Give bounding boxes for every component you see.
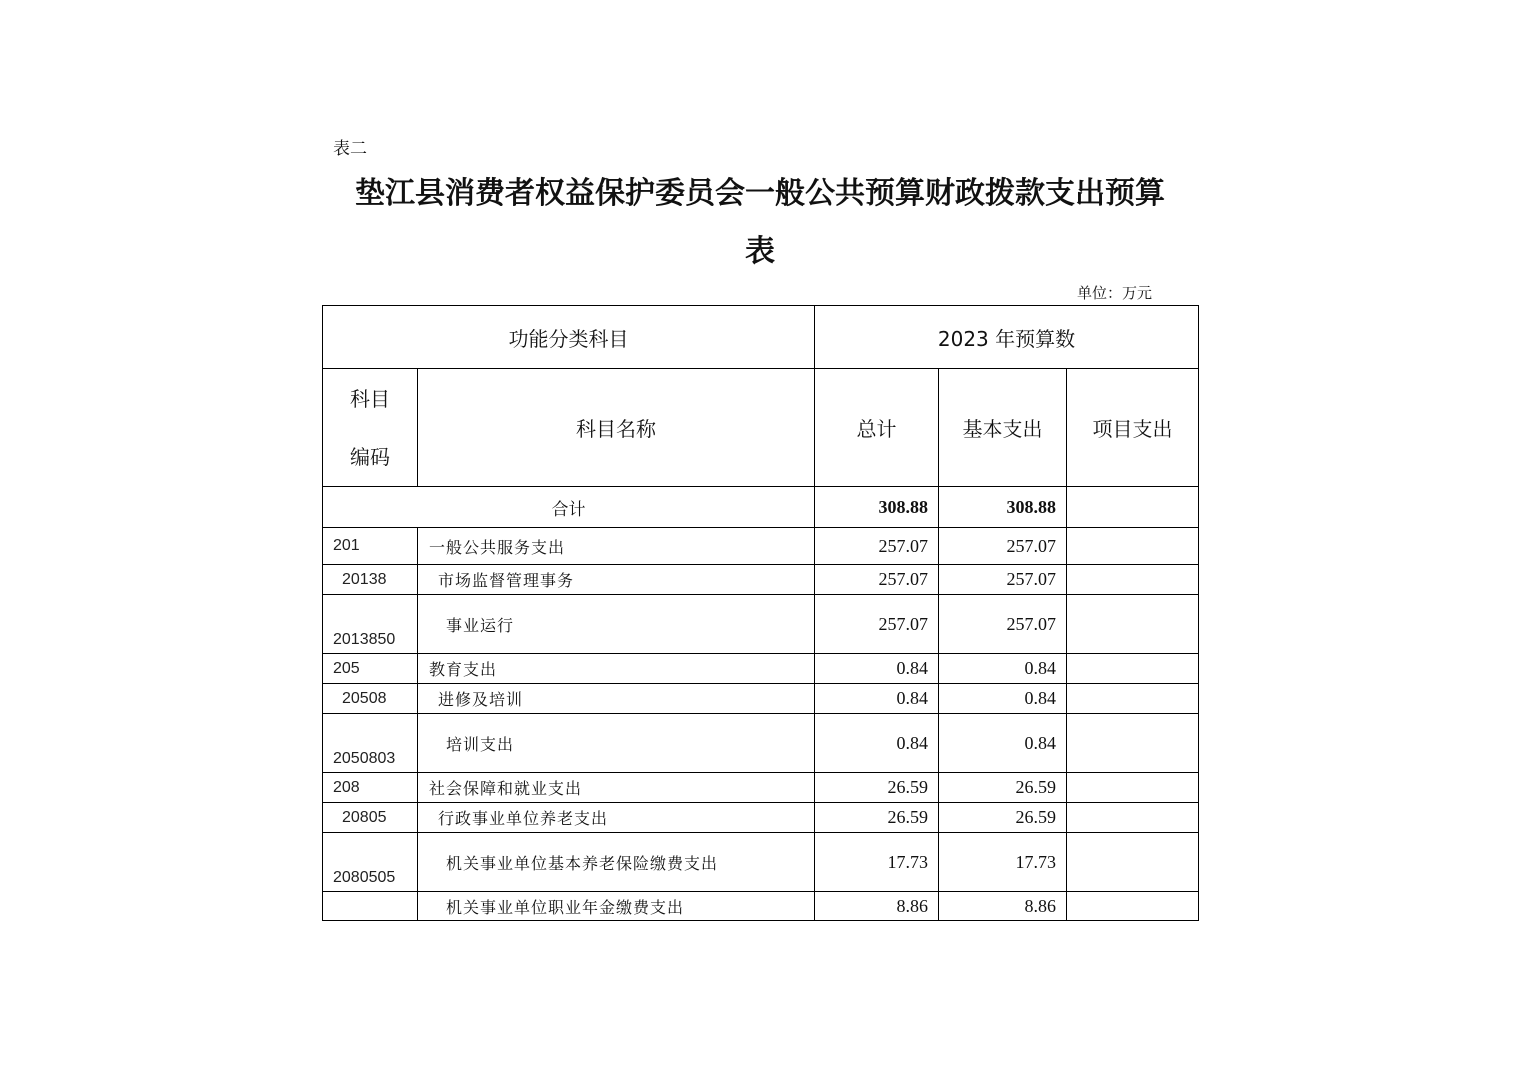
row-project	[1067, 595, 1199, 654]
row-code: 20508	[323, 684, 418, 714]
total-column-header: 总计	[815, 369, 939, 487]
row-total: 26.59	[815, 803, 939, 833]
name-column-header: 科目名称	[418, 369, 815, 487]
total-row-total: 308.88	[815, 487, 939, 528]
row-name: 进修及培训	[418, 684, 815, 714]
row-basic: 26.59	[939, 773, 1067, 803]
project-column-header: 项目支出	[1067, 369, 1199, 487]
row-name: 培训支出	[418, 714, 815, 773]
code-header-line2: 编码	[350, 444, 390, 469]
row-basic: 257.07	[939, 595, 1067, 654]
basic-column-header: 基本支出	[939, 369, 1067, 487]
row-code: 20805	[323, 803, 418, 833]
table-row	[323, 528, 1199, 565]
row-name: 事业运行	[418, 595, 815, 654]
row-code	[323, 892, 418, 921]
table-label: 表二	[333, 139, 367, 159]
row-name: 机关事业单位基本养老保险缴费支出	[418, 833, 815, 892]
row-basic: 0.84	[939, 684, 1067, 714]
row-code: 2080505	[323, 833, 418, 892]
group-header-row	[323, 306, 1199, 369]
row-name: 市场监督管理事务	[418, 565, 815, 595]
row-name: 教育支出	[418, 654, 815, 684]
row-total: 0.84	[815, 714, 939, 773]
row-project	[1067, 773, 1199, 803]
row-basic: 0.84	[939, 654, 1067, 684]
row-name: 社会保障和就业支出	[418, 773, 815, 803]
row-code: 208	[323, 773, 418, 803]
unit-label: 单位：万元	[1077, 284, 1153, 302]
table-row	[323, 773, 1199, 803]
table-row	[323, 714, 1199, 773]
row-basic: 257.07	[939, 565, 1067, 595]
table-row	[323, 892, 1199, 921]
table-row	[323, 803, 1199, 833]
budget-year-header: 2023 年预算数	[815, 306, 1199, 369]
row-code: 2013850	[323, 595, 418, 654]
table-row	[323, 595, 1199, 654]
row-code: 201	[323, 528, 418, 565]
functional-category-header: 功能分类科目	[323, 306, 815, 369]
row-name: 一般公共服务支出	[418, 528, 815, 565]
column-header-row	[323, 369, 1199, 487]
total-row-label: 合计	[323, 487, 815, 528]
row-code: 20138	[323, 565, 418, 595]
total-row-project	[1067, 487, 1199, 528]
row-project	[1067, 803, 1199, 833]
page-title-continued: 表	[745, 234, 775, 269]
code-column-header	[323, 369, 418, 487]
row-total: 26.59	[815, 773, 939, 803]
table-row	[323, 654, 1199, 684]
row-name: 机关事业单位职业年金缴费支出	[418, 892, 815, 921]
budget-table	[322, 305, 1199, 921]
row-name: 行政事业单位养老支出	[418, 803, 815, 833]
table-row	[323, 565, 1199, 595]
table-row	[323, 684, 1199, 714]
row-code: 205	[323, 654, 418, 684]
total-row	[323, 487, 1199, 528]
row-basic: 8.86	[939, 892, 1067, 921]
row-total: 257.07	[815, 595, 939, 654]
row-project	[1067, 892, 1199, 921]
code-header-line1: 科目	[350, 386, 390, 411]
row-basic: 26.59	[939, 803, 1067, 833]
total-row-basic: 308.88	[939, 487, 1067, 528]
row-project	[1067, 654, 1199, 684]
row-project	[1067, 714, 1199, 773]
row-total: 257.07	[815, 528, 939, 565]
row-total: 257.07	[815, 565, 939, 595]
row-project	[1067, 528, 1199, 565]
row-project	[1067, 833, 1199, 892]
row-basic: 0.84	[939, 714, 1067, 773]
table-row	[323, 833, 1199, 892]
row-project	[1067, 565, 1199, 595]
row-basic: 257.07	[939, 528, 1067, 565]
row-total: 0.84	[815, 684, 939, 714]
row-basic: 17.73	[939, 833, 1067, 892]
row-project	[1067, 684, 1199, 714]
row-total: 0.84	[815, 654, 939, 684]
row-total: 8.86	[815, 892, 939, 921]
row-total: 17.73	[815, 833, 939, 892]
row-code: 2050803	[323, 714, 418, 773]
page-title: 垫江县消费者权益保护委员会一般公共预算财政拨款支出预算	[355, 176, 1165, 211]
